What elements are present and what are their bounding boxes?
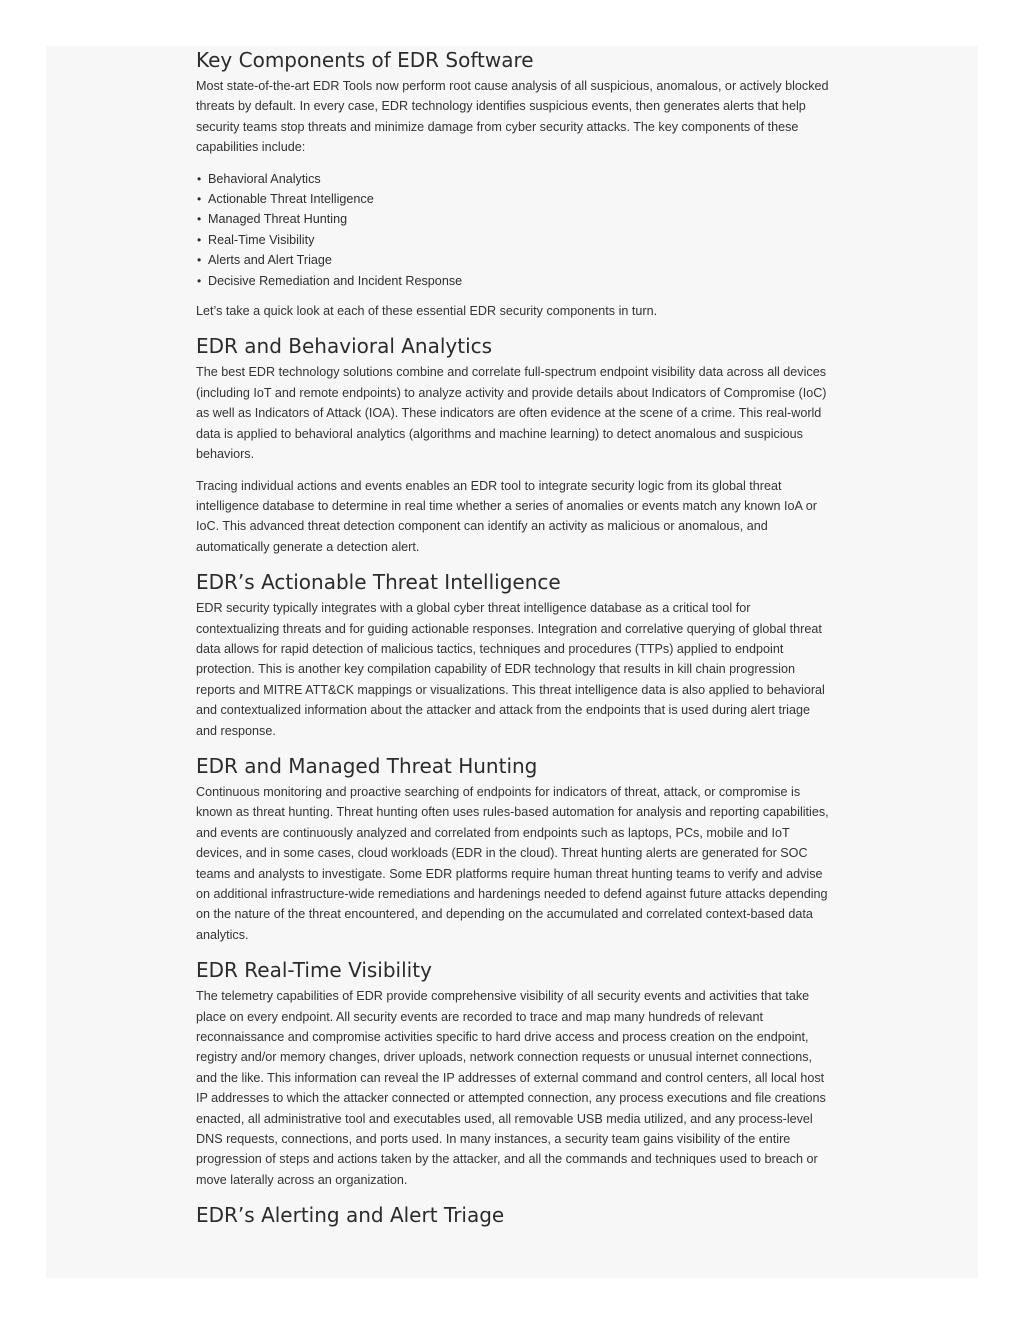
section-paragraph: Tracing individual actions and events enables an EDR tool to integrate security logic from its global threat intelligence database to determine in real time whether a series of anomalies or events match any known IoA or IoC. This advanced threat detection component can identify an activity as malicious or anomalous, and automatically generate a detection alert. [196, 478, 817, 554]
list-item: • Real-Time Visibility [208, 230, 834, 250]
list-item: • Decisive Remediation and Incident Response [208, 271, 834, 291]
components-list [196, 169, 834, 291]
section-paragraph: EDR security typically integrates with a global cyber threat intelligence database as a critical tool for contextualizing threats and for guiding actionable responses. Integration and correlative querying of global threat data allows for rapid detection of malicious tactics, techniques and procedures (TTPs) applied to endpoint protection. This is another key compilation capability of EDR technology that results in kill chain progression reports and MITRE ATT&CK mappings or visualizations. This threat intelligence data is also applied to behavioral and contextualized information about the attacker and attack from the endpoints that is used during alert triage and response. [196, 601, 825, 738]
section-paragraph: Let’s take a quick look at each of these essential EDR security components in turn. [196, 304, 658, 319]
section-heading-threat-hunting: EDR and Managed Threat Hunting [196, 753, 538, 778]
list-item: • Actionable Threat Intelligence [208, 189, 834, 209]
section-heading-alert-triage: EDR’s Alerting and Alert Triage [196, 1203, 505, 1228]
list-item: • Managed Threat Hunting [208, 209, 834, 229]
list-item: • Behavioral Analytics [208, 169, 834, 189]
list-item: • Alerts and Alert Triage [208, 250, 834, 270]
section-heading-real-time-visibility: EDR Real-Time Visibility [196, 958, 432, 983]
section-paragraph: The telemetry capabilities of EDR provide comprehensive visibility of all security events and activities that take place on every endpoint. All security events are recorded to trace and map many hundreds of relevant reconnaissance and compromise activities specific to hard drive access and process creation on the endpoint, registry and/or memory changes, driver uploads, network connection requests or unusual internet connections, and the like. This information can reveal the IP addresses of external command and control centers, all local host IP addresses to which the attacker connected or attempted connection, any process executions and file creations enacted, all administrative tool and executables used, all removable USB media utilized, and any process-level DNS requests, connections, and ports used. In many instances, a security team gains visibility of the entire progression of steps and actions taken by the attacker, and all the commands and techniques used to breach or move laterally across an organization. [196, 989, 826, 1187]
section-heading-key-components: Key Components of EDR Software [196, 48, 534, 72]
article-body [196, 46, 834, 1231]
section-heading-behavioral-analytics: EDR and Behavioral Analytics [196, 334, 493, 359]
section-paragraph: Continuous monitoring and proactive searching of endpoints for indicators of threat, attack, or compromise is known as threat hunting. Threat hunting often uses rules-based automation for analysis and reporting capabilities, and events are continuously analyzed and correlated from endpoints such as laptops, PCs, mobile and IoT devices, and in some cases, cloud workloads (EDR in the cloud). Threat hunting alerts are generated for SOC teams and analysts to investigate. Some EDR platforms require human threat hunting teams to verify and advise on additional infrastructure-wide remediations and hardenings needed to defend against future attacks depending on the nature of the threat encountered, and depending on the accumulated and correlated context-based data analytics. [196, 784, 829, 942]
section-paragraph: Most state-of-the-art EDR Tools now perform root cause analysis of all suspicious, anomalous, or actively blocked threats by default. In every case, EDR technology identifies suspicious events, then generates alerts that help security teams stop threats and minimize damage from cyber security attacks. The key components of these capabilities include: [196, 79, 829, 155]
section-paragraph: The best EDR technology solutions combine and correlate full-spectrum endpoint visibility data across all devices (including IoT and remote endpoints) to analyze activity and provide details about Indicators of Compromise (IoC) as well as Indicators of Attack (IOA). These indicators are often evidence at the scene of a crime. This real-world data is applied to behavioral analytics (algorithms and machine learning) to detect anomalous and suspicious behaviors. [196, 365, 827, 462]
section-heading-threat-intelligence: EDR’s Actionable Threat Intelligence [196, 570, 561, 595]
